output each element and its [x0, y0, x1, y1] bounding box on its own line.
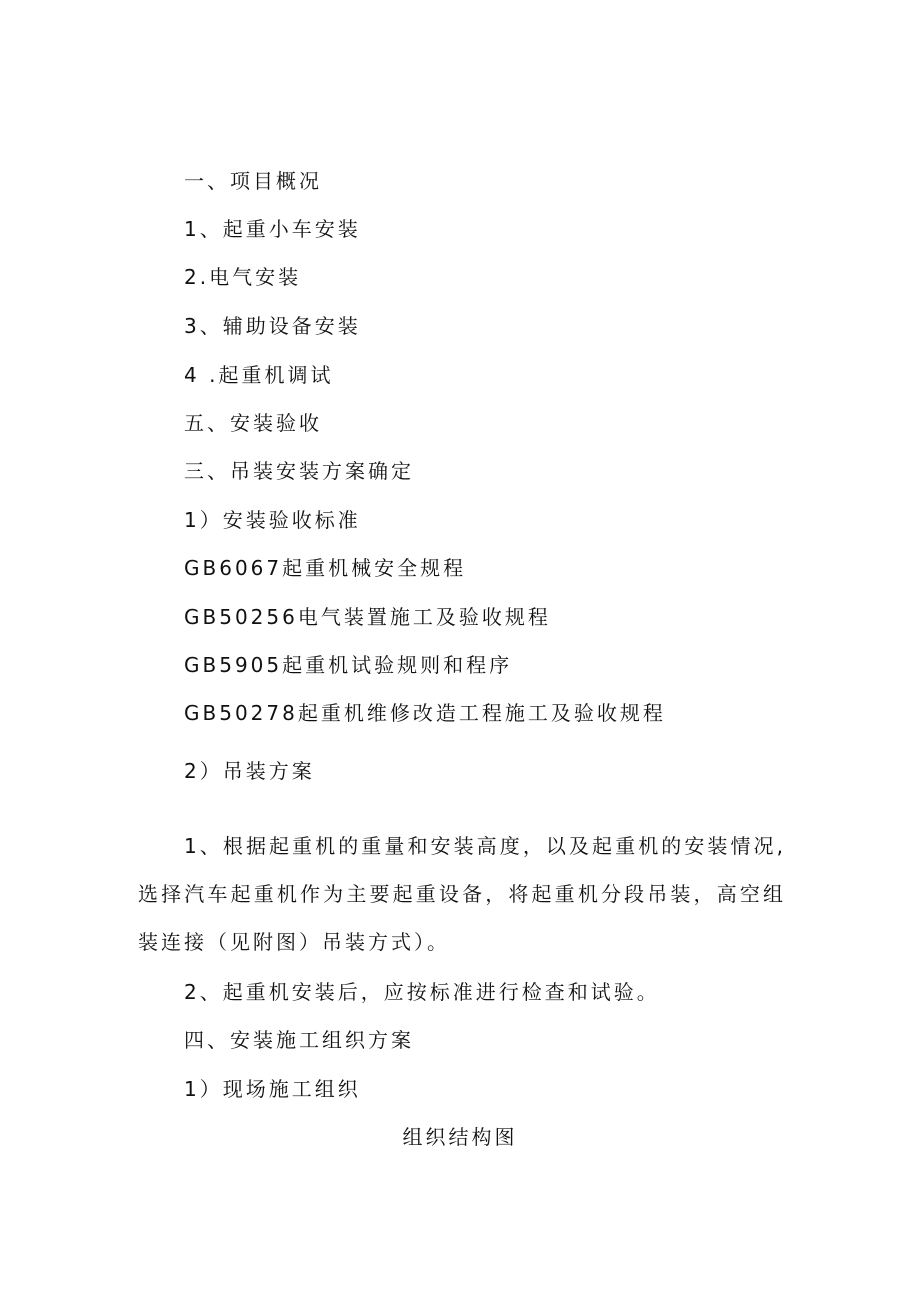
item-trolley-installation: 1、起重小车安装 [184, 217, 361, 241]
heading-construction-organization: 四、安装施工组织方案 [184, 1028, 414, 1052]
standard-gb50278: GB50278起重机维修改造工程施工及验收规程 [184, 701, 666, 725]
heading-project-overview: 一、项目概况 [184, 169, 322, 193]
standard-gb50256: GB50256电气装置施工及验收规程 [184, 605, 551, 629]
figure-caption: 组织结构图 [402, 1125, 518, 1149]
heading-installation-acceptance: 五、安装验收 [184, 411, 322, 435]
item-auxiliary-installation: 3、辅助设备安装 [184, 314, 361, 338]
subheading-hoisting-scheme: 2）吊装方案 [184, 759, 315, 783]
item-crane-commissioning: 4 .起重机调试 [184, 363, 334, 387]
subheading-site-organization: 1）现场施工组织 [184, 1077, 361, 1101]
heading-hoisting-plan: 三、吊装安装方案确定 [184, 459, 414, 483]
item-electrical-installation: 2.电气安装 [184, 265, 302, 289]
subheading-acceptance-standards: 1）安装验收标准 [184, 508, 361, 532]
standard-gb5905: GB5905起重机试验规则和程序 [184, 653, 513, 677]
standard-gb6067: GB6067起重机械安全规程 [184, 556, 467, 580]
paragraph-hoisting-method: 1、根据起重机的重量和安装高度，以及起重机的安装情况,选择汽车起重机作为主要起重设备，将起重机分段吊装，高空组装连接（见附图）吊装方式）。 [138, 834, 786, 954]
item-inspection-after-install: 2、起重机安装后，应按标准进行检查和试验。 [184, 980, 660, 1004]
